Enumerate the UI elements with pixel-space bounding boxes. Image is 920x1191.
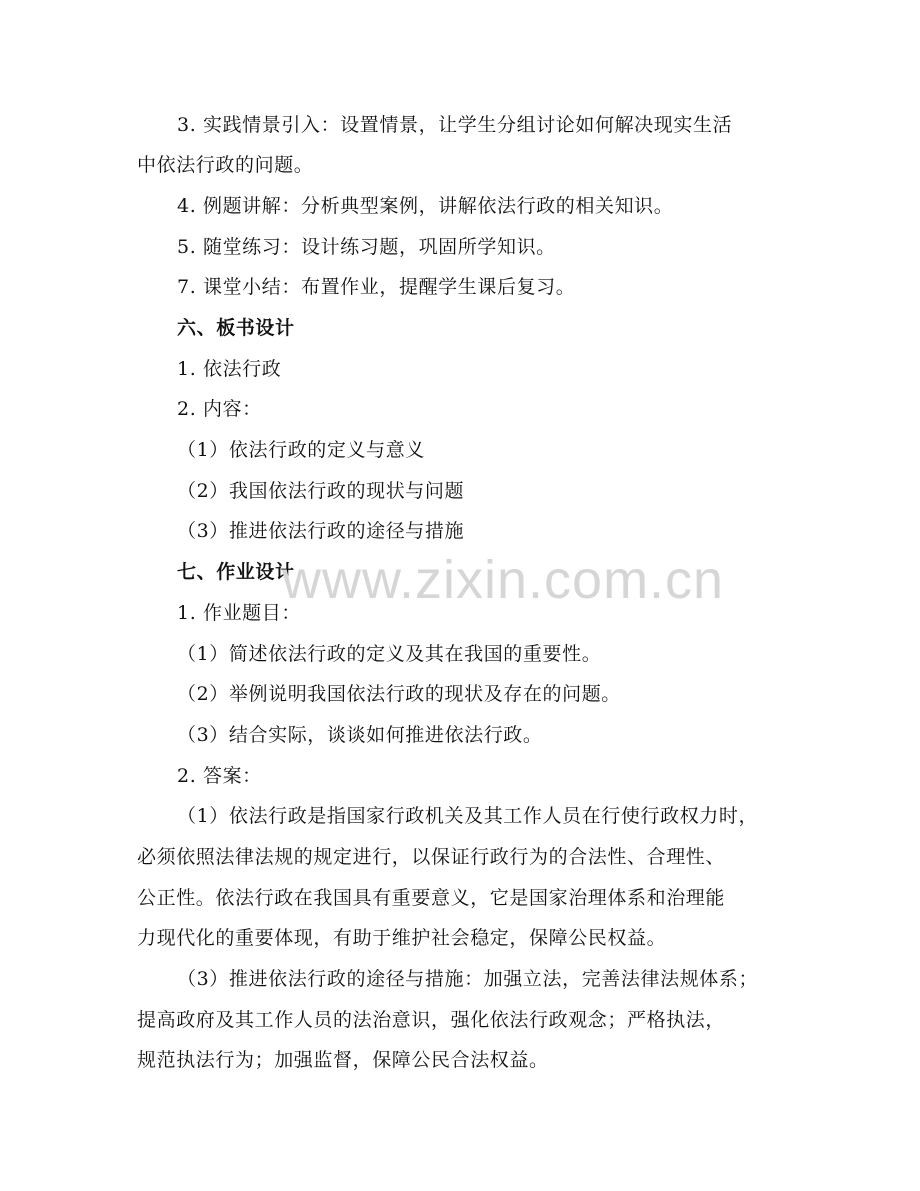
paragraph-line: （2）我国依法行政的现状与问题 [177, 480, 465, 502]
paragraph-line: （3）推进依法行政的途径与措施：加强立法，完善法律法规体系； [177, 968, 759, 990]
paragraph-line: 公正性。依法行政在我国具有重要意义，它是国家治理体系和治理能 [137, 887, 726, 909]
paragraph-line: 提高政府及其工作人员的法治意识，强化依法行政观念；严格执法， [137, 1009, 726, 1031]
paragraph-line: （2）举例说明我国依法行政的现状及存在的问题。 [177, 683, 621, 705]
paragraph-line: （3）结合实际，谈谈如何推进依法行政。 [177, 724, 543, 746]
paragraph-line: （1）依法行政是指国家行政机关及其工作人员在行使行政权力时， [177, 805, 759, 827]
watermark: www.zixin.com.cn [282, 550, 725, 610]
paragraph-line: 中依法行政的问题。 [137, 154, 314, 176]
paragraph-line: （3）推进依法行政的途径与措施 [177, 520, 465, 542]
paragraph-line: 3. 实践情景引入：设置情景，让学生分组讨论如何解决现实生活 [177, 114, 733, 136]
paragraph-line: 1. 依法行政 [177, 358, 282, 380]
section-heading: 六、板书设计 [177, 317, 295, 339]
paragraph-line: 2. 答案： [177, 765, 262, 787]
paragraph-line: 必须依照法律法规的规定进行，以保证行政行为的合法性、合理性、 [137, 846, 726, 868]
paragraph-line: 力现代化的重要体现，有助于维护社会稳定，保障公民权益。 [137, 927, 667, 949]
paragraph-line: （1）依法行政的定义与意义 [177, 439, 425, 461]
paragraph-line: 规范执法行为；加强监督，保障公民合法权益。 [137, 1049, 549, 1071]
paragraph-line: 4. 例题讲解：分析典型案例，讲解依法行政的相关知识。 [177, 195, 674, 217]
paragraph-line: （1）简述依法行政的定义及其在我国的重要性。 [177, 643, 602, 665]
paragraph-line: 1. 作业题目： [177, 602, 301, 624]
paragraph-line: 5. 随堂练习：设计练习题，巩固所学知识。 [177, 236, 556, 258]
paragraph-line: 7. 课堂小结：布置作业，提醒学生课后复习。 [177, 276, 576, 298]
section-heading: 七、作业设计 [177, 561, 295, 583]
paragraph-line: 2. 内容： [177, 398, 262, 420]
